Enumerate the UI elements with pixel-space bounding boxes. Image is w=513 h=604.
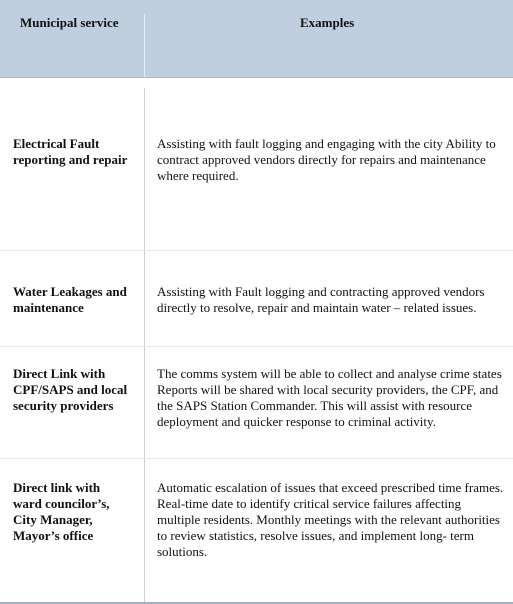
row-separator (0, 346, 513, 347)
example-cell: Assisting with fault logging and engaging with the city Ability to contract approved vendors directly for repairs and maintenance where required. (157, 136, 496, 183)
header-examples: Examples (300, 15, 355, 30)
header-divider (144, 14, 145, 77)
example-cell: The comms system will be able to collect and analyse crime states Reports will be shared with local security providers, the CPF, and the SAPS Station Commander. This will assist with resource deployment and quicker response to criminal activity. (157, 366, 502, 429)
service-cell: Direct Link with CPF/SAPS and local security providers (13, 366, 128, 413)
header-municipal-service: Municipal service (20, 15, 119, 30)
service-cell: Direct link with ward councilor’s, City Manager, Mayor’s office (13, 480, 110, 543)
example-cell: Automatic escalation of issues that exceed prescribed time frames. Real-time date to identify critical service failures affecting multiple residents. Monthly meetings with the relevant authorities to review statistics, resolve issues, and implement long- term solutions. (157, 480, 504, 559)
row-separator (0, 458, 513, 459)
table-header (0, 0, 513, 78)
example-cell: Assisting with Fault logging and contracting approved vendors directly to resolve, repair and maintain water – related issues. (157, 284, 485, 315)
row-separator (0, 250, 513, 251)
service-cell: Electrical Fault reporting and repair (13, 136, 128, 167)
service-cell: Water Leakages and maintenance (13, 284, 127, 315)
